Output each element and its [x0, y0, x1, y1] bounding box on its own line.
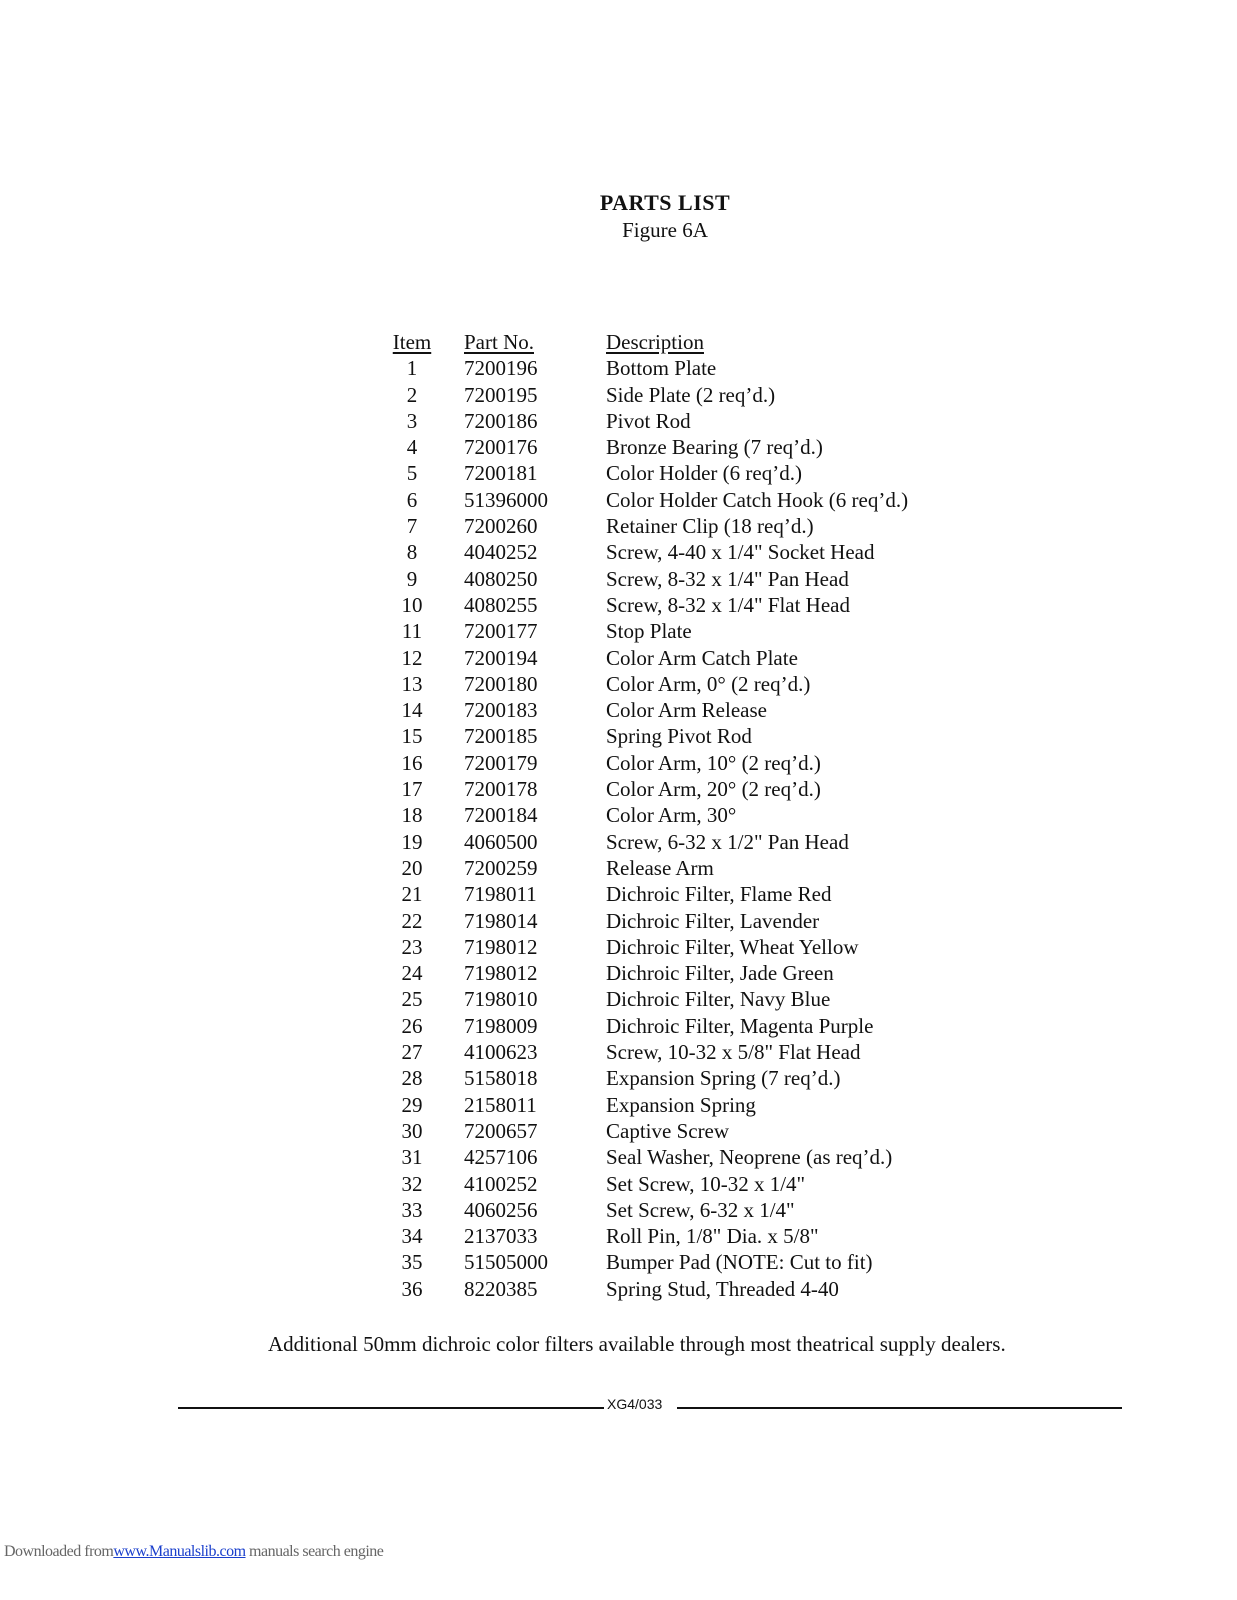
download-prefix: Downloaded from [4, 1543, 114, 1560]
part-description: Dichroic Filter, Navy Blue [606, 987, 831, 1012]
part-description: Spring Stud, Threaded 4-40 [606, 1276, 839, 1301]
part-number: 7200657 [464, 1118, 538, 1143]
item-number: 27 [401, 1040, 423, 1065]
part-description: Roll Pin, 1/8" Dia. x 5/8" [606, 1224, 819, 1249]
part-description: Screw, 8-32 x 1/4" Pan Head [606, 566, 849, 591]
part-number: 4080250 [464, 566, 538, 591]
part-description: Captive Screw [606, 1118, 730, 1143]
part-description: Color Arm, 0° (2 req’d.) [606, 671, 811, 696]
item-number: 1 [406, 356, 418, 381]
item-number: 10 [401, 592, 423, 617]
part-description: Dichroic Filter, Flame Red [606, 882, 832, 907]
item-number: 9 [406, 566, 418, 591]
item-number: 2 [406, 382, 418, 407]
column-header-description: Description [606, 330, 704, 354]
item-number: 22 [401, 908, 423, 933]
footer-rule-right [677, 1407, 1122, 1409]
item-number: 14 [401, 698, 423, 723]
part-description: Screw, 10-32 x 5/8" Flat Head [606, 1040, 861, 1065]
footer-rule-left [178, 1407, 604, 1409]
column-header-part-no: Part No. [464, 330, 534, 354]
part-description: Color Arm, 10° (2 req’d.) [606, 750, 821, 775]
part-description: Color Arm Release [606, 698, 767, 723]
part-number: 7200185 [464, 724, 538, 749]
part-number: 7200259 [464, 855, 538, 880]
part-number: 7200260 [464, 514, 538, 539]
manualslib-link[interactable]: www.Manualslib.com [113, 1543, 246, 1560]
item-number: 29 [401, 1092, 423, 1117]
item-number: 25 [401, 987, 423, 1012]
page-title: PARTS LIST [599, 190, 731, 215]
item-number: 17 [401, 777, 423, 802]
item-number: 8 [406, 540, 418, 565]
part-number: 7198011 [464, 882, 537, 907]
part-description: Screw, 4-40 x 1/4" Socket Head [606, 540, 875, 565]
part-description: Release Arm [606, 855, 714, 880]
figure-label: Figure 6A [622, 218, 708, 242]
part-description: Seal Washer, Neoprene (as req’d.) [606, 1145, 893, 1170]
part-number: 51396000 [464, 487, 548, 512]
item-number: 18 [401, 803, 423, 828]
part-number: 7200180 [464, 671, 538, 696]
part-description: Expansion Spring [606, 1092, 756, 1117]
item-number: 23 [401, 934, 423, 959]
part-description: Set Screw, 6-32 x 1/4" [606, 1197, 795, 1222]
part-number: 8220385 [464, 1276, 538, 1301]
part-description: Dichroic Filter, Lavender [606, 908, 820, 933]
part-description: Screw, 6-32 x 1/2" Pan Head [606, 829, 849, 854]
item-number: 36 [401, 1276, 423, 1301]
item-number: 21 [401, 882, 423, 907]
part-number: 7198009 [464, 1013, 538, 1038]
document-code: XG4/033 [607, 1396, 663, 1412]
item-number: 6 [406, 487, 418, 512]
part-description: Side Plate (2 req’d.) [606, 382, 776, 407]
item-number: 16 [401, 750, 423, 775]
part-description: Set Screw, 10-32 x 1/4" [606, 1171, 806, 1196]
part-description: Color Holder Catch Hook (6 req’d.) [606, 487, 909, 512]
item-number: 35 [401, 1250, 423, 1275]
part-number: 2137033 [464, 1224, 538, 1249]
part-number: 7198010 [464, 987, 538, 1012]
part-description: Screw, 8-32 x 1/4" Flat Head [606, 592, 850, 617]
part-number: 7200195 [464, 382, 538, 407]
part-description: Pivot Rod [606, 408, 691, 433]
part-description: Dichroic Filter, Magenta Purple [606, 1013, 874, 1038]
part-number: 7200179 [464, 750, 538, 775]
part-description: Retainer Clip (18 req’d.) [606, 514, 814, 539]
part-number: 7200176 [464, 435, 538, 460]
item-number: 31 [401, 1145, 423, 1170]
part-description: Color Arm, 20° (2 req’d.) [606, 777, 821, 802]
item-number: 13 [401, 671, 423, 696]
part-number: 4080255 [464, 592, 538, 617]
part-description: Color Arm Catch Plate [606, 645, 798, 670]
item-number: 30 [401, 1118, 423, 1143]
item-number: 5 [406, 461, 418, 486]
part-number: 4100252 [464, 1171, 538, 1196]
part-number: 7200183 [464, 698, 538, 723]
item-number: 12 [401, 645, 423, 670]
item-number: 19 [401, 829, 423, 854]
item-number: 26 [401, 1013, 423, 1038]
part-description: Bronze Bearing (7 req’d.) [606, 435, 823, 460]
item-number: 4 [406, 435, 418, 460]
item-number: 28 [401, 1066, 423, 1091]
item-number: 7 [406, 514, 418, 539]
part-description: Expansion Spring (7 req’d.) [606, 1066, 841, 1091]
part-number: 7200181 [464, 461, 538, 486]
part-number: 7200186 [464, 408, 538, 433]
item-number: 34 [401, 1224, 423, 1249]
part-number: 7198012 [464, 934, 538, 959]
part-description: Spring Pivot Rod [606, 724, 752, 749]
part-description: Stop Plate [606, 619, 692, 644]
part-number: 7200177 [464, 619, 538, 644]
part-number: 2158011 [464, 1092, 537, 1117]
download-credit [4, 1543, 383, 1561]
item-number: 3 [406, 408, 418, 433]
item-number: 33 [401, 1197, 423, 1222]
part-description: Color Holder (6 req’d.) [606, 461, 802, 486]
part-number: 5158018 [464, 1066, 538, 1091]
item-number: 32 [401, 1171, 423, 1196]
part-number: 4040252 [464, 540, 538, 565]
part-number: 7200184 [464, 803, 538, 828]
part-description: Dichroic Filter, Jade Green [606, 961, 834, 986]
part-number: 7198012 [464, 961, 538, 986]
item-number: 15 [401, 724, 423, 749]
download-suffix: manuals search engine [245, 1543, 384, 1560]
part-number: 7200196 [464, 356, 538, 381]
item-number: 11 [401, 619, 423, 644]
item-number: 24 [401, 961, 423, 986]
filters-note: Additional 50mm dichroic color filters available through most theatrical supply dealers. [268, 1332, 1006, 1356]
part-description: Bottom Plate [606, 356, 717, 381]
part-number: 51505000 [464, 1250, 548, 1275]
part-number: 4060256 [464, 1197, 538, 1222]
part-number: 7200178 [464, 777, 538, 802]
part-number: 7198014 [464, 908, 538, 933]
part-number: 4257106 [464, 1145, 538, 1170]
part-description: Dichroic Filter, Wheat Yellow [606, 934, 859, 959]
part-number: 4100623 [464, 1040, 538, 1065]
part-description: Bumper Pad (NOTE: Cut to fit) [606, 1250, 873, 1275]
part-number: 4060500 [464, 829, 538, 854]
column-header-item: Item [392, 330, 432, 354]
part-description: Color Arm, 30° [606, 803, 737, 828]
part-number: 7200194 [464, 645, 538, 670]
item-number: 20 [401, 855, 423, 880]
